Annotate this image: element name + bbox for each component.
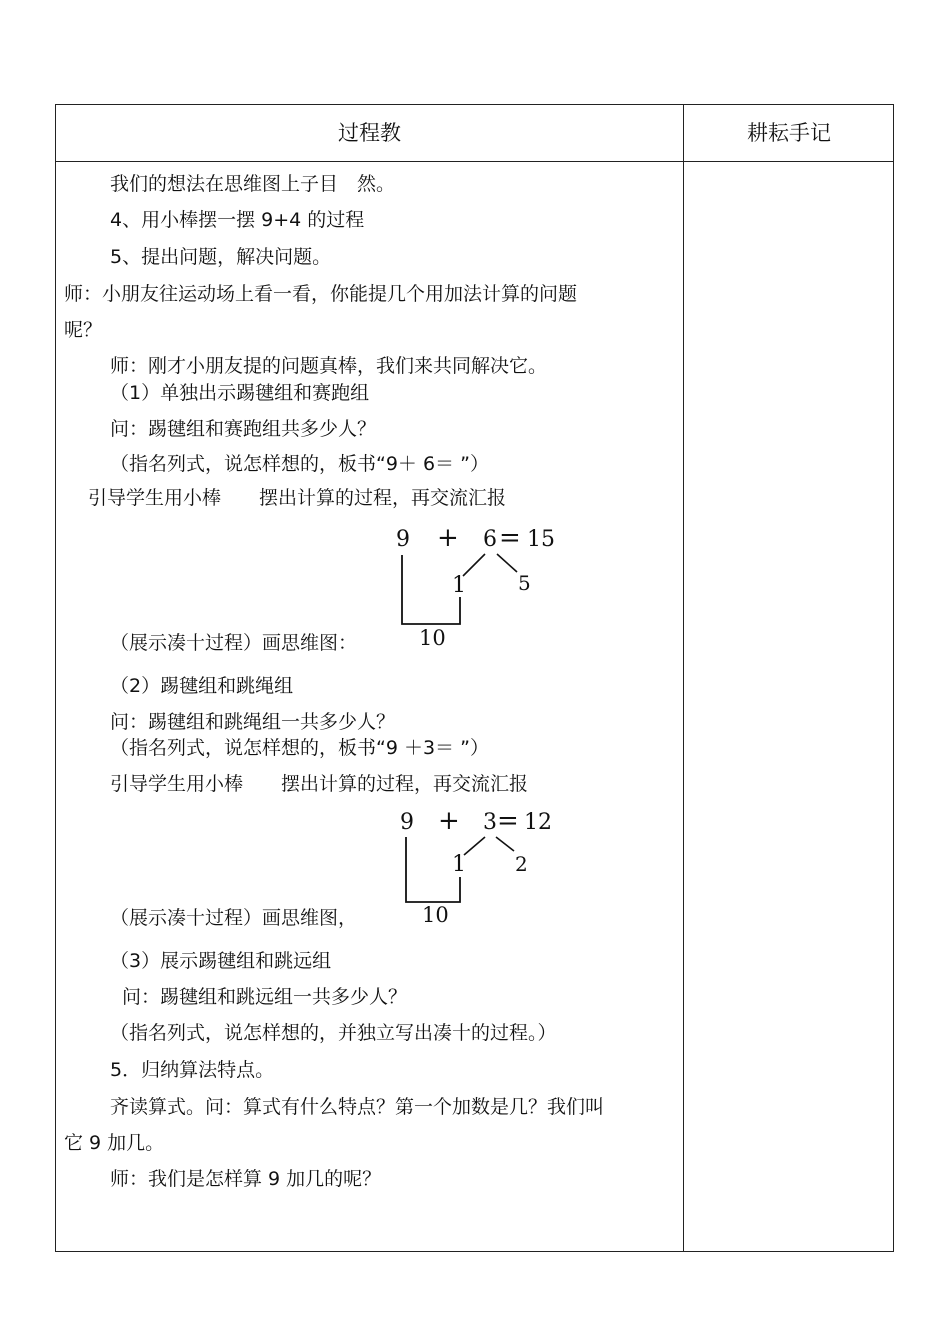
diagram-result: 15 xyxy=(527,527,555,552)
text-line: （指名列式，说怎样想的，板书“9＋ 6＝ ”） xyxy=(110,453,489,475)
text-line: （1）单独出示踢毽组和赛跑组 xyxy=(110,382,370,404)
text-line: 引导学生用小棒 摆出计算的过程，再交流汇报 xyxy=(88,487,507,509)
text-line: 问：踢毽组和跳绳组一共多少人？ xyxy=(110,711,396,733)
text-line: 呢？ xyxy=(64,319,103,341)
text-line: （2）踢毽组和跳绳组 xyxy=(110,675,294,697)
header-process: 过程教 xyxy=(338,121,401,145)
diagram-split-right: 5 xyxy=(518,571,531,595)
text-line: （展示凑十过程）画思维图， xyxy=(110,907,358,929)
text-line: 师：小朋友往运动场上看一看，你能提几个用加法计算的问题 xyxy=(64,283,578,305)
diagram-operator: + xyxy=(438,806,460,836)
text-line: 5．归纳算法特点。 xyxy=(110,1059,275,1081)
make-ten-diagram-1 xyxy=(385,518,575,654)
text-line: 它 9 加几。 xyxy=(64,1132,165,1154)
diagram-split-left: 1 xyxy=(452,573,466,598)
text-line: （指名列式，说怎样想的，板书“9 ＋3＝ ”） xyxy=(110,737,489,759)
make-ten-diagram-2 xyxy=(390,803,580,933)
diagram-number: 6 xyxy=(483,527,497,552)
diagram-number: 9 xyxy=(400,810,414,835)
text-line: 齐读算式。问：算式有什么特点？第一个加数是几？我们叫 xyxy=(110,1096,605,1118)
header-divider xyxy=(55,161,894,162)
text-line: 问：踢毽组和跳远组一共多少人？ xyxy=(122,986,408,1008)
text-line: 4、用小棒摆一摆 9+4 的过程 xyxy=(110,209,365,231)
text-line: 我们的想法在思维图上子目 然。 xyxy=(110,173,396,195)
text-line: 师：我们是怎样算 9 加几的呢？ xyxy=(110,1168,382,1190)
text-line: 5、提出问题，解决问题。 xyxy=(110,246,332,268)
diagram-number: 3 xyxy=(483,810,497,835)
header-notes: 耕耘手记 xyxy=(747,121,831,145)
diagram-ten: 10 xyxy=(419,626,446,650)
diagram-ten: 10 xyxy=(422,903,449,927)
text-line: （3）展示踢毽组和跳远组 xyxy=(110,950,332,972)
diagram-number: 9 xyxy=(396,527,410,552)
text-line: 问：踢毽组和赛跑组共多少人？ xyxy=(110,418,377,440)
diagram-split-left: 1 xyxy=(452,852,466,877)
text-line: （展示凑十过程）画思维图： xyxy=(110,632,358,654)
column-divider xyxy=(683,104,684,1252)
text-line: （指名列式，说怎样想的，并独立写出凑十的过程。） xyxy=(110,1022,557,1044)
diagram-result: 12 xyxy=(524,810,552,835)
text-line: 引导学生用小棒 摆出计算的过程，再交流汇报 xyxy=(110,773,529,795)
diagram-operator: + xyxy=(437,523,459,553)
text-line: 师：刚才小朋友提的问题真棒，我们来共同解决它。 xyxy=(110,355,548,377)
diagram-equals: = xyxy=(497,806,519,836)
diagram-equals: = xyxy=(499,523,521,553)
diagram-split-right: 2 xyxy=(515,852,528,876)
